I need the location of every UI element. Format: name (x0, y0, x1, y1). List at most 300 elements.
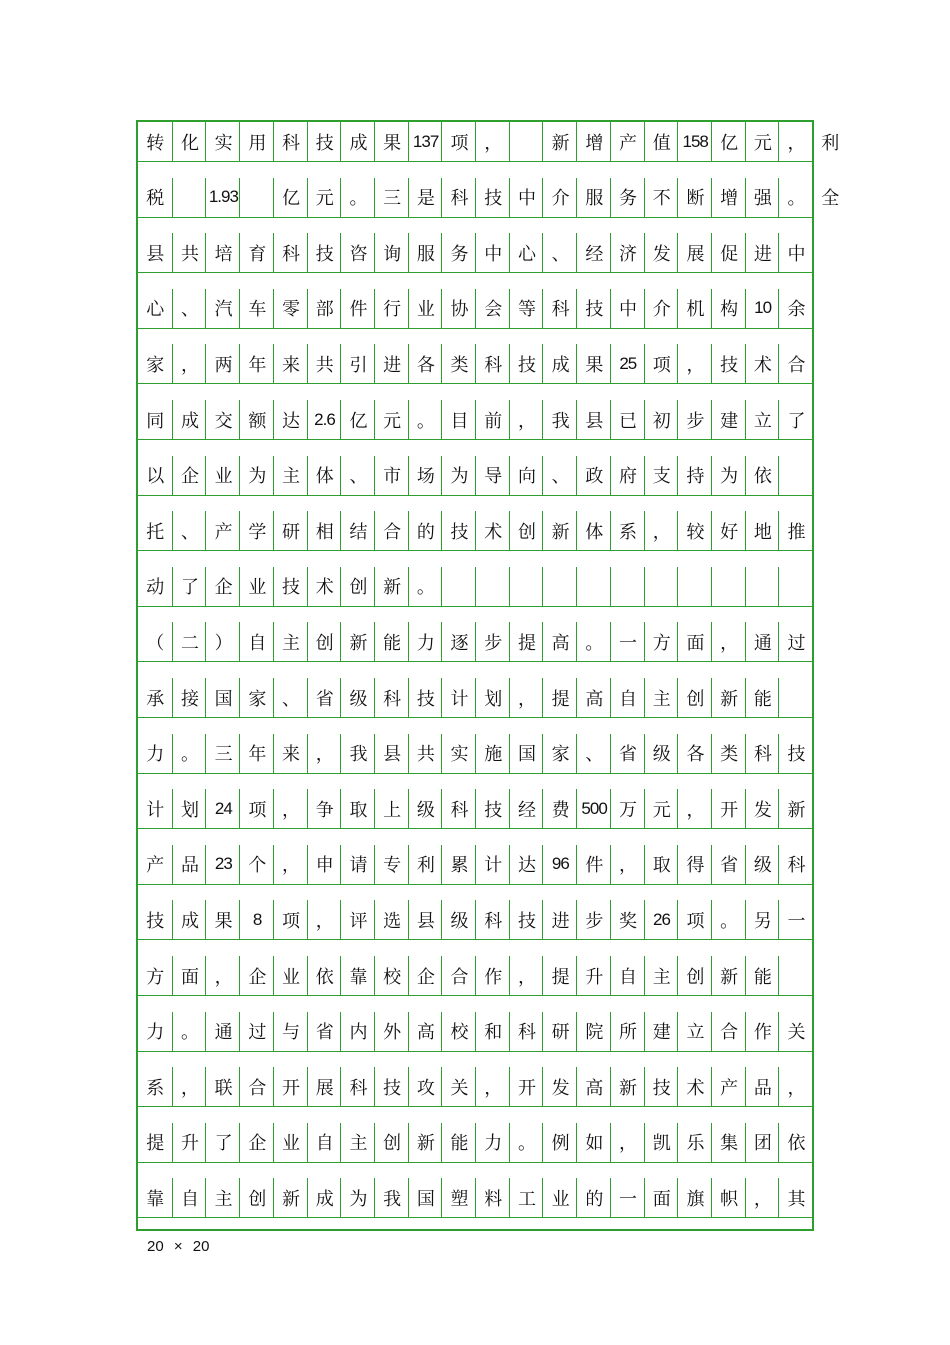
grid-cell: 导 (475, 456, 510, 495)
grid-cell: 汽 (205, 289, 240, 328)
grid-cell: 各 (408, 344, 443, 383)
grid-cell: ， (509, 956, 544, 995)
grid-cell: 另 (745, 900, 780, 939)
grid-cell: 科 (509, 1012, 544, 1051)
grid-cell: 府 (610, 456, 645, 495)
grid-cell: 共 (172, 233, 207, 272)
grid-cell: 向 (509, 456, 544, 495)
grid-cell: 县 (408, 900, 443, 939)
grid-cell: 务 (610, 178, 645, 217)
grid-cell: 技 (576, 289, 611, 328)
grid-cell: 与 (273, 1012, 308, 1051)
grid-cell: 新 (711, 678, 746, 717)
grid-cell: 、 (542, 233, 577, 272)
grid-cell: 来 (273, 344, 308, 383)
grid-cell: 校 (441, 1012, 476, 1051)
grid-cell: 我 (374, 1178, 409, 1217)
grid-cell: 培 (205, 233, 240, 272)
grid-cell: 科 (778, 845, 813, 884)
grid-cell: 件 (576, 845, 611, 884)
grid-cell: 力 (408, 622, 443, 661)
grid-cell: 实 (441, 734, 476, 773)
grid-cell: 产 (711, 1067, 746, 1106)
grid-cell: 乐 (677, 1123, 712, 1162)
grid-cell: 果 (374, 122, 409, 161)
grid-cell: 、 (172, 289, 207, 328)
grid-cell: 96 (542, 845, 577, 884)
grid-cell: 结 (340, 511, 375, 550)
grid-cell: 省 (610, 734, 645, 773)
grid-cell: 137 (408, 122, 443, 161)
grid-cell: 新 (610, 1067, 645, 1106)
grid-cell: 家 (542, 734, 577, 773)
grid-cell: 取 (340, 789, 375, 828)
grid-cell: 技 (307, 122, 342, 161)
grid-row (138, 1012, 812, 1052)
grid-cell: 成 (340, 122, 375, 161)
grid-cell: 品 (172, 845, 207, 884)
grid-cell: 主 (205, 1178, 240, 1217)
grid-cell: 项 (273, 900, 308, 939)
grid-cell: 企 (172, 456, 207, 495)
grid-cell: 靠 (146, 1188, 164, 1210)
grid-cell: 增 (711, 178, 746, 217)
grid-cell: 济 (610, 233, 645, 272)
grid-cell: 车 (239, 289, 274, 328)
grid-row (138, 622, 812, 662)
grid-cell: 能 (745, 956, 780, 995)
grid-cell: 评 (340, 900, 375, 939)
grid-cell: 。 (408, 567, 443, 606)
grid-cell: 主 (644, 678, 679, 717)
grid-cell: 目 (441, 400, 476, 439)
grid-cell: 会 (475, 289, 510, 328)
grid-cell: ， (273, 845, 308, 884)
grid-cell: 步 (576, 900, 611, 939)
grid-cell: 、 (576, 734, 611, 773)
grid-cell: ， (745, 1178, 780, 1217)
grid-cell: 创 (509, 511, 544, 550)
grid-cell: 旗 (677, 1178, 712, 1217)
grid-cell: 主 (644, 956, 679, 995)
grid-cell: 两 (205, 344, 240, 383)
grid-cell: 企 (239, 1123, 274, 1162)
grid-cell: 省 (307, 1012, 342, 1051)
grid-cell: 果 (576, 344, 611, 383)
grid-cell: 发 (745, 789, 780, 828)
grid-cell: 。 (340, 178, 375, 217)
grid-cell: 进 (745, 233, 780, 272)
grid-cell: 通 (745, 622, 780, 661)
grid-cell: 新 (408, 1123, 443, 1162)
grid-cell: 例 (542, 1123, 577, 1162)
grid-cell: 升 (172, 1123, 207, 1162)
grid-cell: 奖 (610, 900, 645, 939)
grid-cell: 中 (475, 233, 510, 272)
grid-cell: 亿 (340, 400, 375, 439)
grid-cell: 成 (172, 900, 207, 939)
grid-cell: 前 (475, 400, 510, 439)
grid-row (138, 789, 812, 829)
grid-cell: 提 (509, 622, 544, 661)
grid-cell: 项 (441, 122, 476, 161)
grid-cell: 元 (745, 122, 780, 161)
grid-cell: 为 (340, 1178, 375, 1217)
grid-cell: 合 (778, 344, 813, 383)
grid-cell: 增 (576, 122, 611, 161)
grid-cell: 关 (441, 1067, 476, 1106)
grid-cell: 是 (408, 178, 443, 217)
grid-cell: 动 (146, 577, 164, 599)
grid-cell: 合 (239, 1067, 274, 1106)
grid-cell: 实 (205, 122, 240, 161)
grid-cell: 面 (644, 1178, 679, 1217)
grid-cell: 、 (340, 456, 375, 495)
grid-row (138, 344, 812, 384)
grid-cell (172, 178, 207, 217)
grid-cell: 面 (677, 622, 712, 661)
grid-cell: 通 (205, 1012, 240, 1051)
grid-cell: 了 (778, 400, 813, 439)
grid-cell: 自 (239, 622, 274, 661)
grid-cell: 费 (542, 789, 577, 828)
grid-cell: 地 (745, 511, 780, 550)
grid-cell: ） (205, 622, 240, 661)
grid-cell: 省 (711, 845, 746, 884)
grid-cell: 主 (273, 456, 308, 495)
grid-cell: 面 (172, 956, 207, 995)
grid-cell: 创 (677, 678, 712, 717)
grid-cell: 高 (542, 622, 577, 661)
grid-row (138, 178, 839, 218)
grid-cell: ， (509, 678, 544, 717)
grid-cell: 展 (307, 1067, 342, 1106)
grid-cell: 承 (146, 688, 164, 710)
grid-cell: 科 (273, 122, 308, 161)
grid-cell: 科 (542, 289, 577, 328)
grid-cell: 个 (239, 845, 274, 884)
grid-cell: 进 (374, 344, 409, 383)
grid-cell: 建 (644, 1012, 679, 1051)
grid-cell: 关 (778, 1012, 813, 1051)
grid-cell: 外 (374, 1012, 409, 1051)
grid-cell: 服 (408, 233, 443, 272)
grid-cell: 术 (677, 1067, 712, 1106)
grid-cell: 利 (812, 122, 847, 161)
grid-cell (239, 178, 274, 217)
grid-cell: 三 (374, 178, 409, 217)
grid-cell: 立 (677, 1012, 712, 1051)
grid-cell: ， (644, 511, 679, 550)
grid-cell: 中 (778, 233, 813, 272)
grid-cell: 相 (307, 511, 342, 550)
grid-cell: 新 (340, 622, 375, 661)
grid-cell: 初 (644, 400, 679, 439)
grid-cell: 余 (778, 289, 813, 328)
grid-cell: 各 (677, 734, 712, 773)
grid-cell: 26 (644, 900, 679, 939)
grid-cell: 一 (610, 1178, 645, 1217)
grid-cell (778, 956, 813, 995)
grid-cell: 提 (542, 678, 577, 717)
grid-row (138, 1178, 812, 1218)
grid-cell: 技 (509, 900, 544, 939)
grid-row (138, 511, 812, 551)
grid-cell: 业 (273, 956, 308, 995)
grid-cell: 果 (205, 900, 240, 939)
grid-cell: ， (677, 344, 712, 383)
grid-cell: 企 (205, 567, 240, 606)
grid-cell: ， (711, 622, 746, 661)
grid-cell: 零 (273, 289, 308, 328)
grid-cell: 产 (205, 511, 240, 550)
grid-cell: ， (677, 789, 712, 828)
grid-cell: 级 (745, 845, 780, 884)
grid-cell: 技 (475, 178, 510, 217)
grid-cell: 政 (576, 456, 611, 495)
grid-cell: 能 (745, 678, 780, 717)
grid-cell: 能 (441, 1123, 476, 1162)
grid-cell: 计 (146, 799, 164, 821)
grid-cell (542, 567, 577, 606)
manuscript-grid (136, 120, 839, 1231)
grid-cell: 创 (340, 567, 375, 606)
grid-cell: 力 (146, 1022, 164, 1044)
grid-cell: 体 (576, 511, 611, 550)
grid-cell: 成 (172, 400, 207, 439)
grid-cell: 中 (509, 178, 544, 217)
grid-cell: 三 (205, 734, 240, 773)
grid-cell: 级 (441, 900, 476, 939)
grid-cell: 主 (340, 1123, 375, 1162)
grid-cell: 请 (340, 845, 375, 884)
grid-cell: 累 (441, 845, 476, 884)
grid-cell: 共 (307, 344, 342, 383)
grid-cell (644, 567, 679, 606)
grid-cell: 的 (408, 511, 443, 550)
grid-cell: 力 (475, 1123, 510, 1162)
grid-cell: 团 (745, 1123, 780, 1162)
grid-cell: 系 (610, 511, 645, 550)
grid-cell: 亿 (273, 178, 308, 217)
grid-row (138, 900, 812, 940)
grid-cell: 逐 (441, 622, 476, 661)
grid-cell: （ (146, 632, 164, 654)
grid-cell: 2.6 (307, 400, 342, 439)
grid-cell: 划 (475, 678, 510, 717)
grid-cell: 。 (509, 1123, 544, 1162)
grid-cell: 500 (576, 789, 611, 828)
grid-cell: 介 (542, 178, 577, 217)
grid-cell: ， (475, 122, 510, 161)
grid-cell: ， (610, 1123, 645, 1162)
grid-row (138, 567, 812, 607)
grid-cell: 划 (172, 789, 207, 828)
grid-cell: 产 (610, 122, 645, 161)
grid-cell: 税 (146, 188, 164, 210)
grid-cell: 凯 (644, 1123, 679, 1162)
grid-cell: 合 (711, 1012, 746, 1051)
grid-cell: 构 (711, 289, 746, 328)
grid-cell: 申 (307, 845, 342, 884)
grid-cell: 额 (239, 400, 274, 439)
grid-cell: ， (509, 400, 544, 439)
grid-cell: 1.93 (205, 178, 240, 217)
grid-cell: 我 (340, 734, 375, 773)
grid-row (138, 734, 812, 774)
grid-cell: 工 (509, 1178, 544, 1217)
grid-cell: 促 (711, 233, 746, 272)
grid-cell: 类 (711, 734, 746, 773)
grid-cell: ， (273, 789, 308, 828)
grid-cell: 作 (475, 956, 510, 995)
grid-cell: ， (610, 845, 645, 884)
grid-cell: 升 (576, 956, 611, 995)
grid-cell: 同 (146, 410, 164, 432)
grid-cell: 依 (745, 456, 780, 495)
grid-cell: 我 (542, 400, 577, 439)
grid-cell: 育 (239, 233, 274, 272)
grid-cell (711, 567, 746, 606)
grid-cell: 元 (307, 178, 342, 217)
grid-cell: 经 (576, 233, 611, 272)
grid-cell: 行 (374, 289, 409, 328)
grid-cell: 自 (610, 678, 645, 717)
grid-cell: 依 (307, 956, 342, 995)
grid-cell: ， (475, 1067, 510, 1106)
grid-cell: 成 (307, 1178, 342, 1217)
grid-cell: 市 (374, 456, 409, 495)
grid-cell: 自 (172, 1178, 207, 1217)
grid-cell: 询 (374, 233, 409, 272)
grid-cell: 。 (172, 734, 207, 773)
grid-cell: 国 (205, 678, 240, 717)
grid-cell (778, 456, 813, 495)
grid-cell: 合 (374, 511, 409, 550)
grid-cell: 级 (340, 678, 375, 717)
grid-cell: 中 (610, 289, 645, 328)
grid-cell: 。 (711, 900, 746, 939)
grid-cell: ， (172, 344, 207, 383)
grid-cell (745, 567, 780, 606)
grid-cell: 新 (711, 956, 746, 995)
grid-cell: 步 (475, 622, 510, 661)
grid-cell: 24 (205, 789, 240, 828)
grid-cell: 业 (408, 289, 443, 328)
grid-cell: 技 (711, 344, 746, 383)
grid-cell: 国 (509, 734, 544, 773)
grid-cell: ， (778, 1067, 813, 1106)
grid-cell: 较 (677, 511, 712, 550)
grid-cell: ， (778, 122, 813, 161)
grid-cell: 体 (307, 456, 342, 495)
grid-cell: 。 (576, 622, 611, 661)
grid-cell (509, 122, 544, 161)
grid-row (138, 233, 812, 273)
grid-cell: 计 (441, 678, 476, 717)
grid-cell (441, 567, 476, 606)
grid-cell: 万 (610, 789, 645, 828)
grid-cell (475, 567, 510, 606)
grid-cell: 科 (475, 900, 510, 939)
grid-cell: 8 (239, 900, 274, 939)
grid-cell: 过 (778, 622, 813, 661)
grid-cell: 支 (644, 456, 679, 495)
grid-cell: 联 (205, 1067, 240, 1106)
grid-cell: 提 (146, 1133, 164, 1155)
grid-cell: 产 (146, 855, 164, 877)
grid-cell: 技 (273, 567, 308, 606)
grid-cell: 校 (374, 956, 409, 995)
grid-cell: 级 (408, 789, 443, 828)
grid-cell: 158 (677, 122, 712, 161)
grid-cell: 发 (542, 1067, 577, 1106)
grid-cell: 帜 (711, 1178, 746, 1217)
grid-cell: 技 (146, 910, 164, 932)
grid-cell: 开 (509, 1067, 544, 1106)
grid-cell: 科 (340, 1067, 375, 1106)
grid-cell: 25 (610, 344, 645, 383)
grid-cell: 攻 (408, 1067, 443, 1106)
grid-cell: 研 (542, 1012, 577, 1051)
grid-row (138, 678, 812, 718)
grid-row (138, 956, 812, 996)
grid-cell: 合 (441, 956, 476, 995)
grid-cell: ， (205, 956, 240, 995)
grid-cell: 集 (711, 1123, 746, 1162)
grid-cell: 业 (273, 1123, 308, 1162)
grid-cell: 立 (745, 400, 780, 439)
grid-cell: 交 (205, 400, 240, 439)
grid-cell (778, 567, 813, 606)
grid-cell: 县 (374, 734, 409, 773)
grid-cell: 术 (307, 567, 342, 606)
grid-cell: 亿 (711, 122, 746, 161)
grid-cell: 科 (745, 734, 780, 773)
grid-cell: 施 (475, 734, 510, 773)
grid-row (138, 289, 812, 329)
grid-cell: 已 (610, 400, 645, 439)
grid-cell: 以 (146, 466, 164, 488)
grid-cell: 10 (745, 289, 780, 328)
grid-cell: 如 (576, 1123, 611, 1162)
grid-cell: 23 (205, 845, 240, 884)
grid-cell: 来 (273, 734, 308, 773)
grid-cell: 达 (273, 400, 308, 439)
grid-cell: 年 (239, 344, 274, 383)
grid-cell: 断 (677, 178, 712, 217)
grid-cell: 料 (475, 1178, 510, 1217)
grid-cell: 技 (441, 511, 476, 550)
grid-cell: 利 (408, 845, 443, 884)
grid-cell: 级 (644, 734, 679, 773)
grid-cell: 好 (711, 511, 746, 550)
grid-cell: 业 (542, 1178, 577, 1217)
grid-cell: 了 (172, 567, 207, 606)
grid-row (138, 845, 812, 885)
grid-cell: 持 (677, 456, 712, 495)
grid-cell: 家 (239, 678, 274, 717)
grid-cell: 年 (239, 734, 274, 773)
grid-cell: 塑 (441, 1178, 476, 1217)
grid-cell: 达 (509, 845, 544, 884)
grid-cell: 创 (239, 1178, 274, 1217)
grid-cell: 技 (475, 789, 510, 828)
grid-cell: 为 (239, 456, 274, 495)
grid-cell (509, 567, 544, 606)
grid-cell (778, 678, 813, 717)
grid-cell: 技 (408, 678, 443, 717)
